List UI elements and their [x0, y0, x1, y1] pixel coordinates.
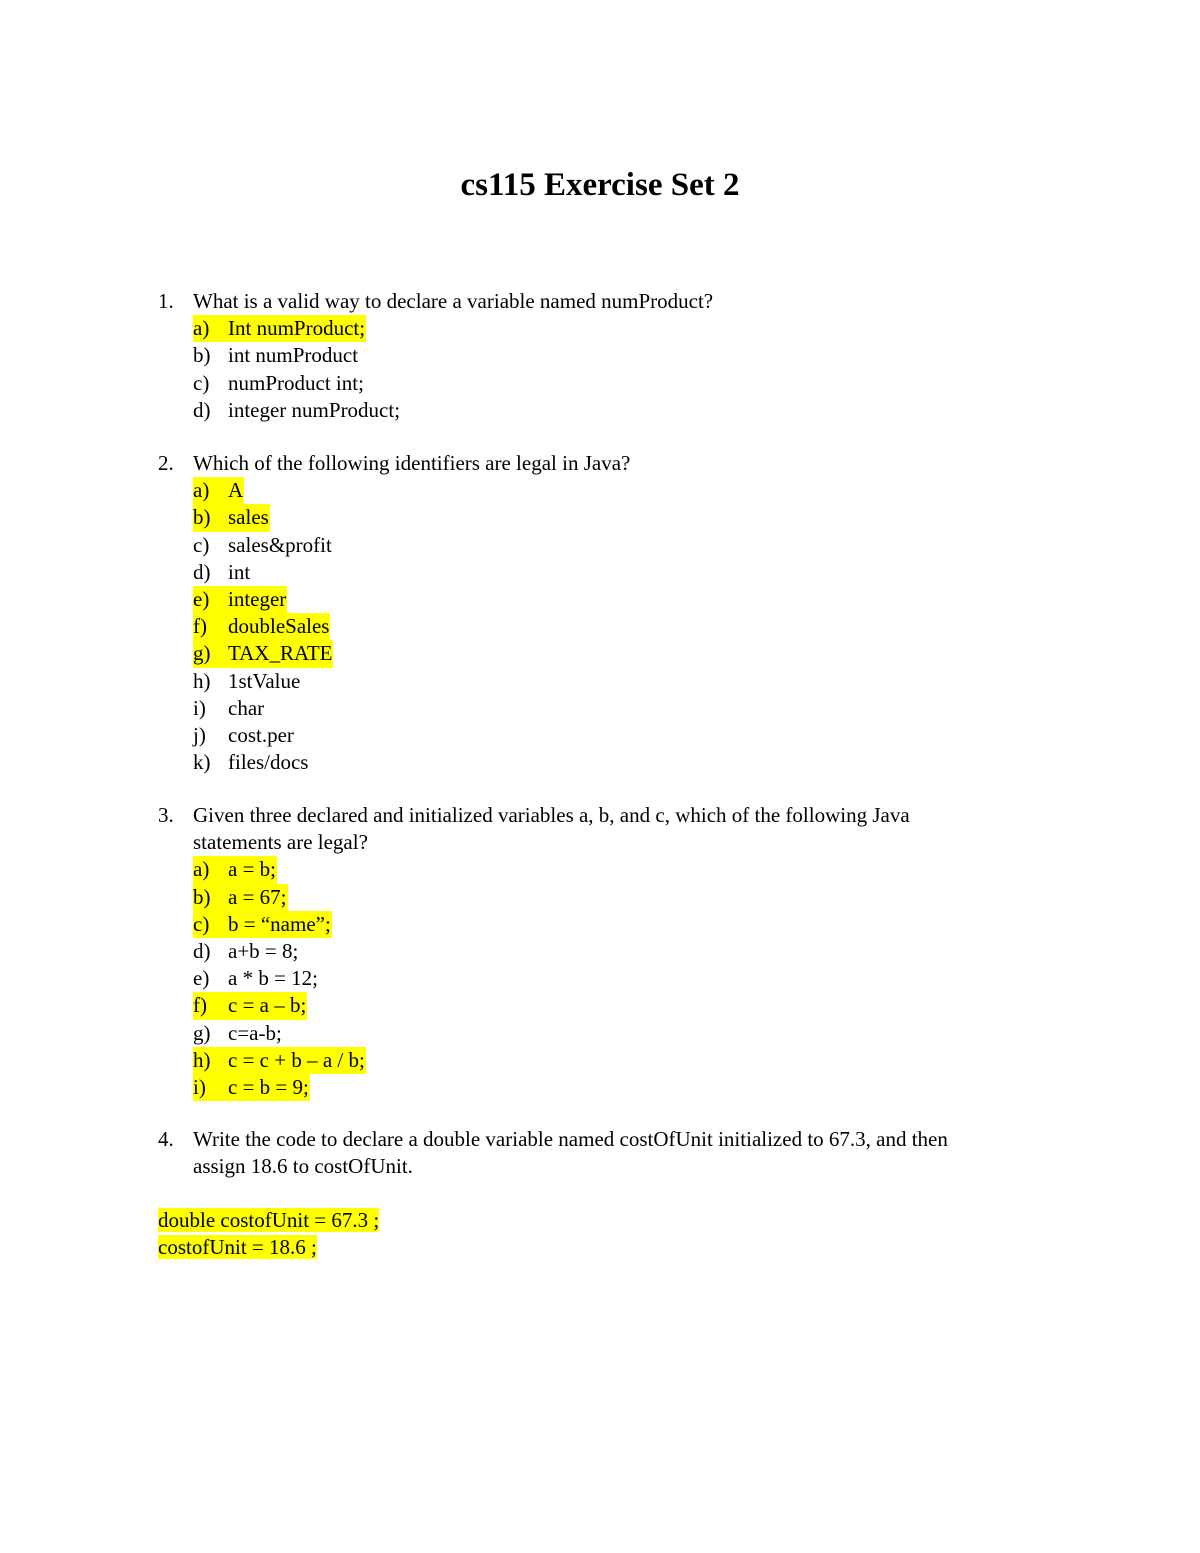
option-h: h) 1stValue: [193, 668, 301, 693]
answer-line-2: costofUnit = 18.6 ;: [158, 1235, 317, 1260]
option-c: c) sales&profit: [193, 532, 332, 557]
option-j: j) cost.per: [193, 722, 294, 747]
answer-line-1: double costofUnit = 67.3 ;: [158, 1208, 380, 1232]
question-number: 4.: [158, 1127, 174, 1151]
question-prompt-line-2: assign 18.6 to costOfUnit.: [193, 1154, 413, 1179]
question-text: [158, 288, 1058, 315]
question-4: [158, 1126, 1058, 1180]
question-prompt-line-1: Write the code to declare a double variable named costOfUnit initialized to 67.3, and then: [193, 1127, 948, 1151]
option-k: k) files/docs: [193, 750, 309, 775]
option-a: a) a = b;: [193, 856, 277, 883]
question-prompt-line-1: Given three declared and initialized variables a, b, and c, which of the following Java: [193, 803, 910, 827]
option-i: i) char: [193, 695, 265, 720]
question-text: [158, 802, 1058, 856]
answer-q4: [158, 1207, 379, 1261]
question-number: 3.: [158, 803, 174, 827]
option-d: d) integer numProduct;: [193, 397, 401, 422]
option-e: e) integer: [193, 586, 287, 613]
option-b: b) int numProduct: [193, 343, 359, 368]
question-number: 1.: [158, 289, 174, 313]
option-i: i) c = b = 9;: [193, 1074, 310, 1101]
option-b: b) a = 67;: [193, 884, 288, 911]
question-3: [158, 802, 1058, 1101]
option-c: c) b = “name”;: [193, 911, 332, 938]
option-g: g) c=a-b;: [193, 1020, 282, 1045]
option-b: b) sales: [193, 504, 270, 531]
option-e: e) a * b = 12;: [193, 966, 318, 991]
option-c: c) numProduct int;: [193, 370, 364, 395]
question-prompt-line-2: statements are legal?: [193, 830, 368, 855]
page-title: cs115 Exercise Set 2: [460, 167, 740, 203]
option-a: a) A: [193, 477, 244, 504]
question-prompt: Which of the following identifiers are legal in Java?: [193, 451, 631, 475]
option-h: h) c = c + b – a / b;: [193, 1047, 366, 1074]
option-f: f) c = a – b;: [193, 992, 307, 1019]
question-number: 2.: [158, 451, 174, 475]
option-d: d) int: [193, 559, 251, 584]
question-text: [158, 1126, 1058, 1180]
question-text: [158, 450, 1058, 477]
question-2: [158, 450, 1058, 776]
question-prompt: What is a valid way to declare a variable named numProduct?: [193, 289, 714, 313]
option-g: g) TAX_RATE: [193, 640, 333, 667]
option-f: f) doubleSales: [193, 613, 330, 640]
option-a: a) Int numProduct;: [193, 315, 366, 342]
option-d: d) a+b = 8;: [193, 938, 299, 963]
question-1: [158, 288, 1058, 424]
